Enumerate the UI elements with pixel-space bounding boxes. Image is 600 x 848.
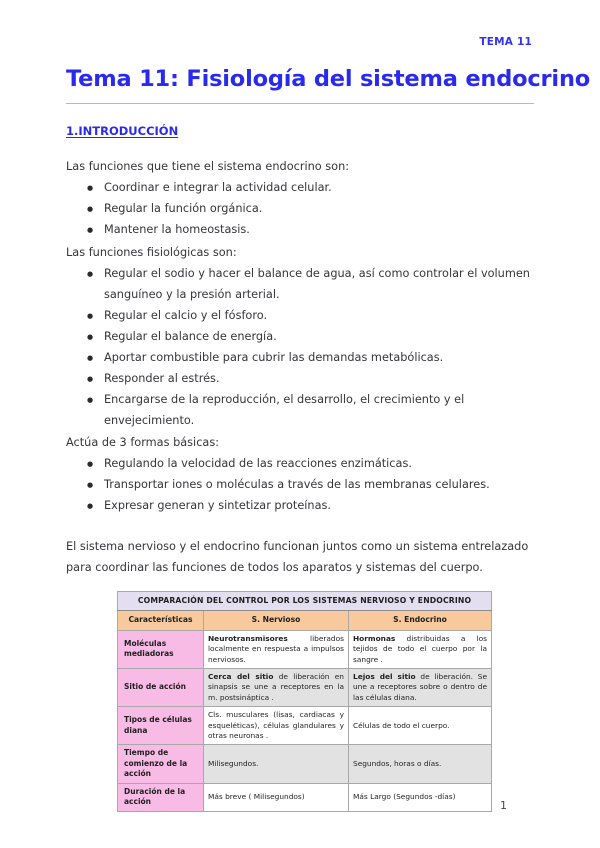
cell-text: Milisegundos. [208, 758, 259, 768]
cell-emphasis: Hormonas [353, 633, 396, 643]
paragraph-closing: El sistema nervioso y el endocrino funcionan juntos como un sistema entrelazado para coordinar las funciones de todos los aparatos y sistemas del cuerpo. [66, 540, 529, 574]
row-label: Tiempo de comienzo de la acción [118, 745, 204, 783]
table-row [118, 745, 492, 783]
list-item: ● Regular la función orgánica. [104, 198, 536, 219]
column-header-caracteristicas: Características [118, 611, 204, 630]
cell-endocrino [349, 630, 492, 668]
list-item: ● Regular el calcio y el fósforo. [104, 305, 536, 326]
body-block-4 [66, 536, 536, 578]
list-item: ● Expresar generan y sintetizar proteínas. [104, 495, 536, 516]
table-row [118, 783, 492, 811]
title-divider [66, 103, 534, 104]
bullet-list-3 [66, 453, 536, 516]
body-block-3 [66, 432, 536, 516]
cell-emphasis: Lejos del sitio [353, 672, 416, 682]
section-heading-introduccion: 1.INTRODUCCIÓN [66, 124, 179, 138]
cell-nervioso [204, 707, 349, 745]
list-item: ● Regulando la velocidad de las reacciones enzimáticas. [104, 453, 536, 474]
bullet-list-2 [66, 263, 536, 431]
cell-text: Más breve ( Milisegundos) [208, 791, 305, 801]
cell-nervioso [204, 630, 349, 668]
cell-endocrino [349, 707, 492, 745]
cell-text: Más Largo (Segundos -días) [353, 791, 456, 801]
list-item: ● Responder al estrés. [104, 368, 536, 389]
cell-emphasis: Neurotransmisores [208, 633, 288, 643]
paragraph-intro-2: Las funciones fisiológicas son: [66, 246, 237, 259]
page-number: 1 [500, 799, 507, 812]
body-block-1 [66, 156, 536, 240]
cell-nervioso [204, 669, 349, 707]
list-item: ● Regular el sodio y hacer el balance de agua, así como controlar el volumen sanguíneo y la presión arterial. [104, 263, 536, 305]
cell-text: Cls. musculares (lisas, cardiacas y esqueléticas), células glandulares y otras neuronas . [208, 710, 344, 741]
cell-emphasis: Cerca del sitio [208, 672, 274, 682]
cell-text: de liberación. Se une a receptores sobre o dentro de las células diana. [353, 672, 488, 702]
table-title-row [118, 592, 492, 611]
cell-nervioso [204, 745, 349, 783]
column-header-nervioso: S. Nervioso [204, 611, 349, 630]
list-item: ● Encargarse de la reproducción, el desarrollo, el crecimiento y el envejecimiento. [104, 389, 536, 431]
row-label: Moléculas mediadoras [118, 630, 204, 668]
body-block-2 [66, 242, 536, 431]
cell-endocrino [349, 669, 492, 707]
column-header-endocrino: S. Endocrino [349, 611, 492, 630]
page-title: Tema 11: Fisiología del sistema endocrino [66, 66, 591, 92]
cell-text: liberados localmente en respuesta a impulsos nerviosos. [208, 633, 344, 664]
paragraph-intro-1: Las funciones que tiene el sistema endocrino son: [66, 160, 350, 173]
paragraph-intro-3: Actúa de 3 formas básicas: [66, 436, 220, 449]
table-row [118, 630, 492, 668]
cell-text: de liberación en sinapsis se une a receptores en la m. postsináptica . [208, 672, 344, 702]
cell-text: distribuidas a los tejidos de todo el cuerpo por la sangre . [353, 633, 487, 664]
cell-endocrino [349, 783, 492, 811]
row-label: Tipos de células diana [118, 707, 204, 745]
list-item: ● Transportar iones o moléculas a través de las membranas celulares. [104, 474, 536, 495]
table-row [118, 669, 492, 707]
list-item: ● Aportar combustible para cubrir las demandas metabólicas. [104, 347, 536, 368]
cell-nervioso [204, 783, 349, 811]
table-title: COMPARACIÓN DEL CONTROL POR LOS SISTEMAS NERVIOSO Y ENDOCRINO [118, 592, 492, 611]
row-label: Sitio de acción [118, 669, 204, 707]
cell-endocrino [349, 745, 492, 783]
list-item: ● Regular el balance de energía. [104, 326, 536, 347]
running-head: TEMA 11 [479, 36, 532, 48]
cell-text: Células de todo el cuerpo. [353, 720, 450, 730]
bullet-list-1 [66, 177, 536, 240]
row-label: Duración de la acción [118, 783, 204, 811]
cell-text: Segundos, horas o días. [353, 758, 442, 768]
list-item: ● Coordinar e integrar la actividad celular. [104, 177, 536, 198]
list-item: ● Mantener la homeostasis. [104, 219, 536, 240]
table-header-row [118, 611, 492, 630]
comparison-table [117, 591, 492, 812]
table-row [118, 707, 492, 745]
